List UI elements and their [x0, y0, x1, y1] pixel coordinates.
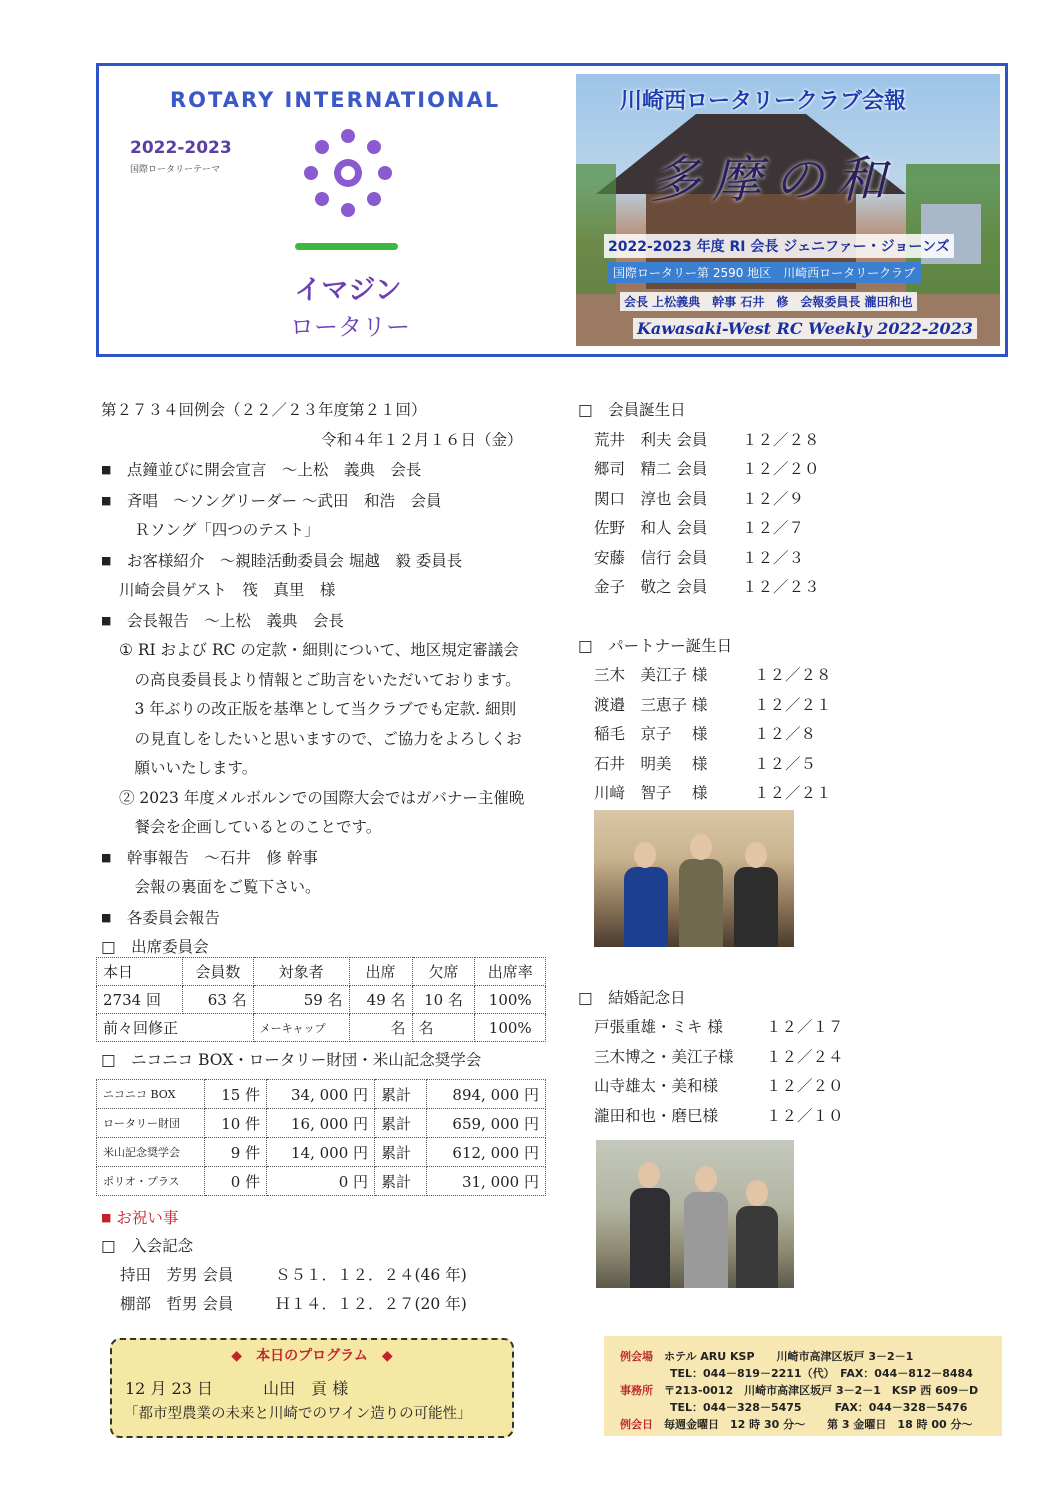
list-item: [594, 1072, 844, 1102]
list-item-name: 山寺雄太・美和様: [594, 1077, 719, 1095]
agenda-item: [101, 843, 561, 874]
list-item-date: １２／２０: [742, 460, 820, 478]
agenda-item: [101, 455, 561, 486]
program-speaker: 山田 貢 様: [263, 1379, 349, 1398]
wedding-title: 結婚記念日: [608, 989, 686, 1007]
join-title: 入会記念: [131, 1237, 194, 1255]
venue-tel: TEL：044－819－2211（代） FAX：044－812－8484: [670, 1367, 973, 1380]
agenda-item: [101, 666, 561, 696]
agenda-text: 会長報告 ～上松 義典 会長: [126, 611, 344, 630]
list-item-name: 郷司 精二 会員: [594, 460, 708, 478]
table-cell: 63 名: [183, 986, 253, 1014]
celebration-title: お祝い事: [116, 1209, 179, 1227]
table-cell: 名: [349, 1014, 412, 1042]
agenda-text: 点鐘並びに開会宣言 ～上松 義典 会長: [126, 461, 422, 479]
list-item-name: 安藤 信行 会員: [594, 548, 708, 567]
table-cell: 出席: [349, 958, 412, 986]
wedding-photo: [596, 1140, 794, 1288]
partner-birthday-title: パートナー誕生日: [608, 637, 733, 655]
partner-birthday-list: [594, 661, 832, 809]
imagine-rotary-logo-icon: [303, 128, 393, 218]
agenda-text: の高良委員長より情報とご助言をいただいております。: [119, 670, 521, 689]
table-row: [97, 986, 546, 1014]
list-item-date: １２／３: [742, 548, 805, 567]
table-row: [97, 1109, 546, 1138]
agenda-item: [101, 813, 561, 843]
agenda-text: お客様紹介 ～親睦活動委員会 堀越 毅 委員長: [126, 551, 463, 570]
table-row: [97, 1014, 546, 1042]
member-birthday-title: 会員誕生日: [608, 401, 686, 419]
list-item-name: 棚部 哲男 会員: [120, 1295, 234, 1313]
list-item: [594, 455, 868, 485]
table-cell: 0 円: [267, 1167, 375, 1196]
list-item-name: 三木博之・美江子様: [594, 1047, 734, 1066]
table-cell: 59 名: [253, 986, 349, 1014]
list-item-date: １２／２４: [766, 1047, 844, 1066]
agenda-item: [101, 873, 561, 903]
list-item-date: １２／２０: [766, 1077, 844, 1095]
list-item: [594, 779, 832, 809]
table-row: [97, 1138, 546, 1167]
list-item: [594, 573, 868, 603]
niko-box-table: [96, 1079, 546, 1196]
list-item-name: 戸張重雄・ミキ 様: [594, 1018, 723, 1036]
list-item-date: １２／２８: [742, 430, 820, 449]
list-item-date: １２／８: [754, 725, 817, 743]
theme-year: 2022-2023: [130, 138, 232, 158]
list-item-date: Ｈ１４．１２．２７(20 年): [275, 1295, 467, 1313]
list-item-date: １２／２８: [754, 666, 832, 684]
agenda-text: 3 年ぶりの改正版を基準として当クラブでも定款. 細則: [119, 700, 517, 718]
agenda-item: [101, 784, 561, 814]
agenda-list: [101, 455, 561, 963]
table-cell: 10 件: [204, 1109, 266, 1138]
agenda-text: 餐会を企画しているとのことです。: [119, 818, 382, 836]
agenda-mark: ■: [101, 463, 112, 476]
list-item: [594, 426, 868, 456]
agenda-item: [101, 636, 561, 666]
table-cell: 100%: [475, 1014, 546, 1042]
meeting-day-key: 例会日: [620, 1418, 653, 1431]
table-row: [97, 1167, 546, 1196]
list-item-date: １２／１７: [766, 1018, 844, 1036]
list-item-date: １２／２３: [742, 578, 820, 596]
member-birthday-list: [578, 426, 868, 603]
meeting-report: [101, 396, 561, 963]
table-cell: 14, 000 円: [267, 1138, 375, 1167]
theme-subtitle: ロータリー: [290, 313, 410, 341]
agenda-text: Ｒソング「四つのテスト」: [119, 521, 320, 539]
list-item-date: １２／２１: [754, 784, 832, 802]
theme-divider: [295, 243, 398, 250]
weekly-title: Kawasaki-West RC Weekly 2022-2023: [633, 318, 977, 339]
table-row: [97, 1080, 546, 1109]
wedding-list: [594, 1013, 844, 1131]
table-cell: 累計: [375, 1138, 427, 1167]
agenda-item: [101, 516, 561, 546]
niko-section-title: □ ニコニコ BOX・ロータリー財団・米山記念奨学会: [101, 1051, 482, 1069]
agenda-text: の見直しをしたいと思いますので、ご協力をよろしくお: [119, 729, 522, 748]
newsletter-calligraphy-title: 多摩の和: [650, 151, 898, 209]
list-item-date: １２／５: [754, 754, 817, 773]
office-address: 〒213-0012 川崎市高津区坂戸 3－2－1 KSP 西 609－D: [664, 1384, 979, 1397]
meeting-day: 毎週金曜日 12 時 30 分～ 第 3 金曜日 18 時 00 分～: [664, 1418, 973, 1431]
list-item: [594, 750, 832, 780]
list-item-date: Ｓ５１．１２．２４(46 年): [275, 1266, 467, 1284]
table-cell: 31, 000 円: [426, 1167, 545, 1196]
table-cell: 米山記念奨学会: [97, 1138, 205, 1167]
agenda-text: ① RI および RC の定款・細則について、地区規定審議会: [119, 641, 519, 659]
list-item: [594, 544, 868, 574]
table-cell: 0 件: [204, 1167, 266, 1196]
table-cell: 累計: [375, 1109, 427, 1138]
agenda-mark: ■: [101, 613, 112, 627]
list-item: [594, 661, 832, 691]
agenda-mark: □: [101, 938, 116, 956]
list-item-name: 石井 明美 様: [594, 754, 708, 773]
agenda-item: [101, 486, 561, 517]
table-cell: 15 件: [204, 1080, 266, 1109]
list-item: [120, 1290, 467, 1319]
table-cell: 9 件: [204, 1138, 266, 1167]
list-item: [594, 691, 832, 721]
list-item-name: 稲毛 京子 様: [594, 725, 708, 743]
agenda-mark: ■: [101, 553, 112, 567]
agenda-text: 会報の裏面をご覧下さい。: [119, 878, 321, 896]
table-cell: 100%: [475, 986, 546, 1014]
list-item-name: 持田 芳男 会員: [120, 1266, 234, 1284]
agenda-item: [101, 546, 561, 577]
list-item-date: １２／９: [742, 489, 805, 508]
table-cell: 612, 000 円: [426, 1138, 545, 1167]
table-cell: 894, 000 円: [426, 1080, 545, 1109]
join-heading: □ 入会記念: [101, 1237, 194, 1255]
program-talk: 「都市型農業の未来と川崎でのワイン造りの可能性」: [124, 1406, 472, 1422]
agenda-text: 斉唱 ～ソングリーダー ～武田 和浩 会員: [126, 491, 442, 510]
table-cell: 前々回修正: [97, 1014, 254, 1042]
agenda-text: 出席委員会: [131, 938, 209, 956]
table-row: [97, 958, 546, 986]
agenda-mark: ■: [101, 850, 112, 864]
table-cell: 累計: [375, 1080, 427, 1109]
agenda-text: 各委員会報告: [126, 908, 220, 927]
list-item-name: 荒井 利夫 会員: [594, 430, 708, 449]
club-officers: 会長 上松義典 幹事 石井 修 会報委員長 瀧田和也: [620, 292, 917, 311]
list-item-name: 川﨑 智子 様: [594, 784, 708, 802]
club-info-box: [604, 1336, 1002, 1436]
table-cell: メーキャップ: [253, 1014, 349, 1042]
program-date: [125, 1376, 348, 1399]
theme-title: イマジン: [294, 275, 402, 306]
table-cell: 出席率: [475, 958, 546, 986]
venue-key: 例会場: [620, 1350, 653, 1363]
list-item: [594, 720, 832, 750]
list-item-name: 渡邉 三恵子 様: [594, 695, 708, 714]
theme-label: 国際ロータリーテーマ: [130, 165, 221, 175]
agenda-mark: ■: [101, 910, 112, 924]
table-cell: 対象者: [253, 958, 349, 986]
partner-birthday-heading: □ パートナー誕生日: [578, 637, 733, 655]
list-item-name: 三木 美江子 様: [594, 666, 708, 684]
list-item: [594, 1013, 844, 1043]
birthday-photo: [594, 810, 794, 947]
celebration-heading: ■ お祝い事: [101, 1209, 179, 1227]
venue-address: ホテル ARU KSP 川崎市高津区坂戸 3－2－1: [664, 1350, 914, 1363]
office-key: 事務所: [620, 1384, 653, 1397]
list-item: [594, 485, 868, 515]
table-cell: 10 名: [412, 986, 475, 1014]
list-item-name: 瀧田和也・磨巳様: [594, 1106, 719, 1125]
agenda-item: [101, 903, 561, 934]
list-item-date: １２／１０: [766, 1106, 844, 1125]
meeting-number: 第２７３４回例会（２２／２３年度第２１回）: [101, 401, 427, 419]
list-item-name: 関口 淳也 会員: [594, 489, 708, 508]
agenda-item: [101, 754, 561, 784]
table-cell: ニコニコ BOX: [97, 1080, 205, 1109]
agenda-text: 川崎会員ゲスト 筏 真里 様: [119, 581, 336, 599]
table-cell: 本日: [97, 958, 183, 986]
office-tel: TEL：044－328－5475 FAX：044－328－5476: [670, 1401, 968, 1414]
agenda-item: [101, 606, 561, 637]
table-cell: 累計: [375, 1167, 427, 1196]
wedding-heading: □ 結婚記念日: [578, 989, 686, 1007]
table-cell: ロータリー財団: [97, 1109, 205, 1138]
table-cell: 名: [412, 1014, 475, 1042]
ri-title: ROTARY INTERNATIONAL: [170, 88, 501, 112]
table-cell: 49 名: [349, 986, 412, 1014]
club-newsletter-title: 川崎西ロータリークラブ会報: [620, 89, 907, 114]
meeting-date: 令和４年１２月１６日（金）: [321, 430, 523, 449]
program-title: ◆ 本日のプログラム ◆: [231, 1348, 393, 1364]
list-item: [120, 1261, 467, 1290]
list-item-date: １２／２１: [754, 695, 832, 714]
agenda-text: 願いいたします。: [119, 759, 258, 777]
niko-title: ニコニコ BOX・ロータリー財団・米山記念奨学会: [131, 1051, 482, 1069]
program-date-text: 12 月 23 日: [125, 1379, 213, 1398]
join-list: [120, 1261, 467, 1319]
member-birthday-heading: □ 会員誕生日: [578, 401, 686, 419]
table-cell: 16, 000 円: [267, 1109, 375, 1138]
list-item: [594, 1043, 844, 1073]
agenda-text: 幹事報告 ～石井 修 幹事: [126, 848, 318, 867]
agenda-item: [101, 695, 561, 725]
table-cell: 欠席: [412, 958, 475, 986]
table-cell: ポリオ・プラス: [97, 1167, 205, 1196]
attendance-table: [96, 957, 546, 1042]
list-item-name: 佐野 和人 会員: [594, 519, 708, 537]
list-item-date: １２／７: [742, 519, 805, 537]
list-item-name: 金子 敬之 会員: [594, 578, 708, 596]
list-item: [594, 514, 868, 544]
district-line: 国際ロータリー第 2590 地区 川崎西ロータリークラブ: [607, 262, 921, 283]
table-cell: 会員数: [183, 958, 253, 986]
list-item: [594, 1102, 844, 1132]
table-cell: 34, 000 円: [267, 1080, 375, 1109]
table-cell: 659, 000 円: [426, 1109, 545, 1138]
agenda-item: [101, 576, 561, 606]
ri-president: 2022-2023 年度 RI 会長 ジェニファー・ジョーンズ: [604, 234, 954, 258]
agenda-text: ② 2023 年度メルボルンでの国際大会ではガバナー主催晩: [119, 788, 525, 807]
celebrations-column: [578, 396, 868, 603]
agenda-item: [101, 725, 561, 755]
table-cell: 2734 回: [97, 986, 183, 1014]
agenda-mark: ■: [101, 493, 112, 507]
